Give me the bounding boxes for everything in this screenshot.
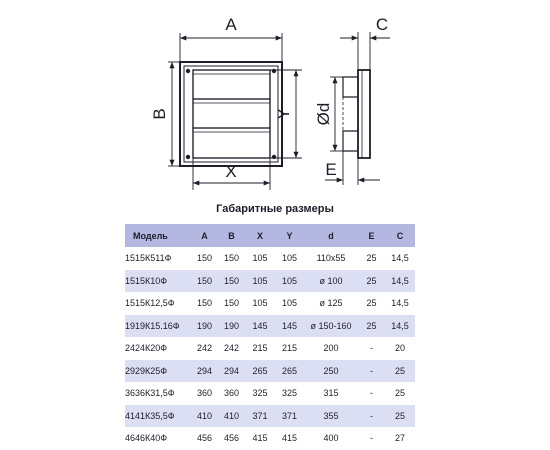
table-cell: 371 <box>252 410 268 421</box>
side-view <box>343 70 370 158</box>
table-cell: 360 <box>223 388 240 399</box>
table-cell: 110x55 <box>316 253 346 264</box>
dimension-d-label: Ød <box>314 102 333 126</box>
table-header-row <box>125 224 415 247</box>
table-cell: ø 125 <box>319 298 343 309</box>
table-row <box>125 270 415 293</box>
table-cell: 410 <box>196 410 213 421</box>
louver-blades <box>193 70 270 158</box>
dimensions-table <box>125 224 415 450</box>
table-cell: 145 <box>281 320 298 331</box>
table-cell: 410 <box>223 410 240 421</box>
table-cell: 294 <box>196 365 213 376</box>
side-spigot <box>343 77 358 151</box>
table-cell: 150 <box>196 253 213 264</box>
table-cell: 25 <box>366 320 377 331</box>
column-header: d <box>328 230 334 241</box>
louver-blade-3 <box>193 128 270 158</box>
table-cell: 242 <box>223 343 240 354</box>
table-cell: 25 <box>366 275 377 286</box>
table-cell: 400 <box>323 433 339 444</box>
table-cell: 3636К31,5Ф <box>125 388 175 399</box>
table-cell: 1919К15.16Ф <box>125 320 180 331</box>
table-cell: 105 <box>252 253 268 264</box>
mounting-hole <box>272 155 276 159</box>
table-cell: 150 <box>196 298 213 309</box>
dimension-y-label: Y <box>274 108 293 120</box>
dimension-c-label: C <box>375 15 389 34</box>
dimension-x-label: X <box>225 162 237 181</box>
dimension-e-label: E <box>325 160 337 179</box>
table-cell: 1515К511Ф <box>125 253 172 264</box>
table-cell: 371 <box>281 410 298 421</box>
table-cell: ø 100 <box>319 275 343 286</box>
mounting-hole <box>272 69 276 73</box>
table-row <box>125 360 415 383</box>
table-cell: 250 <box>323 365 339 376</box>
table-cell: 2424К20Ф <box>125 343 168 354</box>
table-cell: 315 <box>323 388 339 399</box>
table-cell: - <box>370 433 373 444</box>
mounting-hole <box>186 155 190 159</box>
table-cell: - <box>370 410 373 421</box>
mounting-holes <box>186 69 276 159</box>
table-row <box>125 337 415 360</box>
technical-drawing <box>0 0 550 200</box>
table-row <box>125 315 415 338</box>
table-cell: 4141К35,5Ф <box>125 410 175 421</box>
column-header: Модель <box>133 230 168 241</box>
table-cell: - <box>370 365 373 376</box>
table-cell: 415 <box>252 433 268 444</box>
table-cell: 294 <box>223 365 240 376</box>
table-cell: 215 <box>252 343 268 354</box>
table-cell: 242 <box>196 343 213 354</box>
table-cell: 145 <box>252 320 268 331</box>
column-header: Y <box>286 230 293 241</box>
column-header: B <box>228 230 235 241</box>
table-cell: 150 <box>223 298 240 309</box>
table-cell: 105 <box>281 275 298 286</box>
table-cell: ø 150-160 <box>310 320 352 331</box>
table-cell: 25 <box>394 410 405 421</box>
table-cell: 190 <box>223 320 240 331</box>
table-cell: 14,5 <box>391 253 409 264</box>
table-row <box>125 427 415 450</box>
table-cell: 150 <box>223 275 240 286</box>
table-cell: 2929К25Ф <box>125 365 168 376</box>
dimension-a-label: A <box>225 15 237 34</box>
table-cell: 415 <box>281 433 298 444</box>
column-header: X <box>256 230 263 241</box>
table-cell: 105 <box>281 253 298 264</box>
table-cell: 25 <box>394 388 405 399</box>
table-cell: 1515К10Ф <box>125 275 168 286</box>
table-cell: 456 <box>223 433 240 444</box>
table-cell: 25 <box>394 365 405 376</box>
column-header: A <box>201 230 208 241</box>
table-row <box>125 382 415 405</box>
grille-opening <box>193 70 270 158</box>
table-cell: 456 <box>196 433 213 444</box>
table-cell: 14,5 <box>391 275 409 286</box>
table-cell: 1515К12,5Ф <box>125 298 175 309</box>
table-cell: 150 <box>223 253 240 264</box>
grille-outer-frame <box>180 62 282 166</box>
table-cell: - <box>370 343 373 354</box>
column-header: C <box>396 230 404 241</box>
column-header: E <box>368 230 375 241</box>
mounting-hole <box>186 69 190 73</box>
table-cell: 190 <box>196 320 213 331</box>
table-cell: 25 <box>366 298 377 309</box>
table-row <box>125 292 415 315</box>
table-cell: 215 <box>281 343 298 354</box>
table-cell: 25 <box>366 253 377 264</box>
table-cell: - <box>370 388 373 399</box>
table-cell: 27 <box>394 433 405 444</box>
table-cell: 14,5 <box>391 298 409 309</box>
side-flange <box>358 70 370 158</box>
dimension-c <box>340 32 390 70</box>
table-cell: 265 <box>252 365 268 376</box>
table-cell: 4646К40Ф <box>125 433 168 444</box>
grille-inner-frame <box>184 66 278 162</box>
dimension-b <box>168 62 180 166</box>
table-cell: 265 <box>281 365 298 376</box>
table-cell: 105 <box>252 275 268 286</box>
table-row <box>125 405 415 428</box>
table-cell: 200 <box>323 343 339 354</box>
table-title: Габаритные размеры <box>216 203 334 215</box>
front-view <box>180 62 282 166</box>
table-row <box>125 247 415 270</box>
table-cell: 150 <box>196 275 213 286</box>
table-cell: 105 <box>252 298 268 309</box>
dimension-a <box>180 33 282 62</box>
table-cell: 325 <box>252 388 268 399</box>
table-cell: 355 <box>323 410 339 421</box>
table-cell: 325 <box>281 388 298 399</box>
table-cell: 360 <box>196 388 213 399</box>
table-cell: 105 <box>281 298 298 309</box>
dimension-b-label: B <box>150 108 169 120</box>
table-cell: 20 <box>394 343 405 354</box>
table-cell: 14,5 <box>391 320 409 331</box>
